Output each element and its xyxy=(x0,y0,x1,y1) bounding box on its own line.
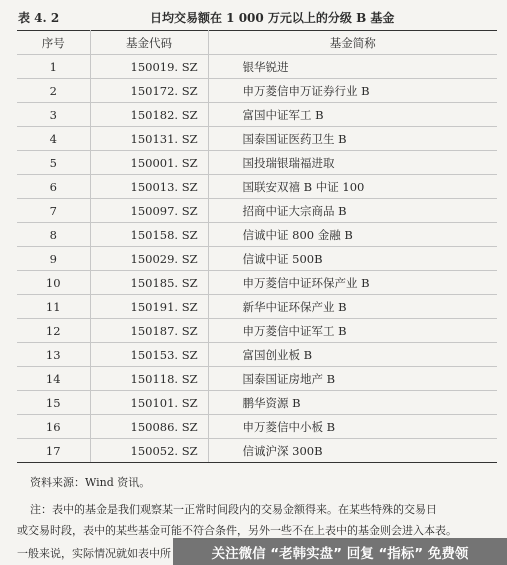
cell-code: 150097. SZ xyxy=(90,199,208,223)
table-row xyxy=(17,295,497,319)
cell-name: 信诚沪深 300B xyxy=(208,439,497,463)
cell-name: 国联安双禧 B 中证 100 xyxy=(208,175,497,199)
header-name: 基金简称 xyxy=(208,31,497,55)
cell-name: 富国中证军工 B xyxy=(208,103,497,127)
table-row xyxy=(17,247,497,271)
cell-index: 1 xyxy=(17,55,90,79)
header-code: 基金代码 xyxy=(90,31,208,55)
cell-index: 6 xyxy=(17,175,90,199)
cell-index: 14 xyxy=(17,367,90,391)
cell-code: 150131. SZ xyxy=(90,127,208,151)
cell-index: 12 xyxy=(17,319,90,343)
cell-name: 招商中证大宗商品 B xyxy=(208,199,497,223)
table-row xyxy=(17,343,497,367)
table-row xyxy=(17,103,497,127)
cell-code: 150013. SZ xyxy=(90,175,208,199)
cell-name: 信诚中证 500B xyxy=(208,247,497,271)
watermark-banner: 关注微信 “老韩实盘” 回复 “指标” 免费领 xyxy=(173,538,507,565)
cell-code: 150118. SZ xyxy=(90,367,208,391)
table-row xyxy=(17,271,497,295)
cell-name: 申万菱信中证军工 B xyxy=(208,319,497,343)
table-row xyxy=(17,79,497,103)
table-caption xyxy=(18,5,498,27)
cell-name: 申万菱信中证环保产业 B xyxy=(208,271,497,295)
cell-name: 银华锐进 xyxy=(208,55,497,79)
table-row xyxy=(17,367,497,391)
cell-code: 150158. SZ xyxy=(90,223,208,247)
cell-code: 150185. SZ xyxy=(90,271,208,295)
cell-code: 150029. SZ xyxy=(90,247,208,271)
cell-index: 4 xyxy=(17,127,90,151)
table-number: 表 4. 2 xyxy=(18,11,60,25)
cell-index: 7 xyxy=(17,199,90,223)
cell-index: 5 xyxy=(17,151,90,175)
note-line-2: 或交易时段，表中的某些基金可能不符合条件，另外一些不在上表中的基金则会进入本表。 xyxy=(17,524,457,537)
note-line-1: 注：表中的基金是我们观察某一正常时间段内的交易金额得来。在某些特殊的交易日 xyxy=(30,503,437,516)
cell-name: 信诚中证 800 金融 B xyxy=(208,223,497,247)
cell-index: 11 xyxy=(17,295,90,319)
cell-code: 150001. SZ xyxy=(90,151,208,175)
note-line-3: 一般来说，实际情况就如表中所 xyxy=(17,547,171,560)
source-note: 资料来源：Wind 资讯。 xyxy=(30,476,151,489)
table-row xyxy=(17,415,497,439)
table-row xyxy=(17,439,497,463)
cell-index: 15 xyxy=(17,391,90,415)
cell-index: 8 xyxy=(17,223,90,247)
cell-name: 申万菱信中小板 B xyxy=(208,415,497,439)
table-row xyxy=(17,199,497,223)
cell-code: 150086. SZ xyxy=(90,415,208,439)
cell-code: 150191. SZ xyxy=(90,295,208,319)
cell-code: 150101. SZ xyxy=(90,391,208,415)
cell-name: 国泰国证房地产 B xyxy=(208,367,497,391)
cell-code: 150182. SZ xyxy=(90,103,208,127)
cell-index: 3 xyxy=(17,103,90,127)
cell-index: 16 xyxy=(17,415,90,439)
cell-code: 150172. SZ xyxy=(90,79,208,103)
cell-name: 国投瑞银瑞福进取 xyxy=(208,151,497,175)
table-row xyxy=(17,175,497,199)
table-row xyxy=(17,223,497,247)
cell-code: 150153. SZ xyxy=(90,343,208,367)
cell-name: 国泰国证医药卫生 B xyxy=(208,127,497,151)
cell-index: 13 xyxy=(17,343,90,367)
cell-code: 150019. SZ xyxy=(90,55,208,79)
cell-code: 150187. SZ xyxy=(90,319,208,343)
cell-name: 申万菱信申万证券行业 B xyxy=(208,79,497,103)
header-index: 序号 xyxy=(17,31,90,55)
table-row xyxy=(17,391,497,415)
cell-name: 鹏华资源 B xyxy=(208,391,497,415)
table-row xyxy=(17,319,497,343)
table-row xyxy=(17,127,497,151)
cell-index: 10 xyxy=(17,271,90,295)
cell-index: 2 xyxy=(17,79,90,103)
table-title: 日均交易额在 1 000 万元以上的分级 B 基金 xyxy=(150,11,395,25)
cell-index: 9 xyxy=(17,247,90,271)
cell-code: 150052. SZ xyxy=(90,439,208,463)
table-row xyxy=(17,55,497,79)
table-row xyxy=(17,151,497,175)
fund-table xyxy=(17,30,497,463)
cell-name: 新华中证环保产业 B xyxy=(208,295,497,319)
header-row xyxy=(17,31,497,55)
cell-index: 17 xyxy=(17,439,90,463)
cell-name: 富国创业板 B xyxy=(208,343,497,367)
